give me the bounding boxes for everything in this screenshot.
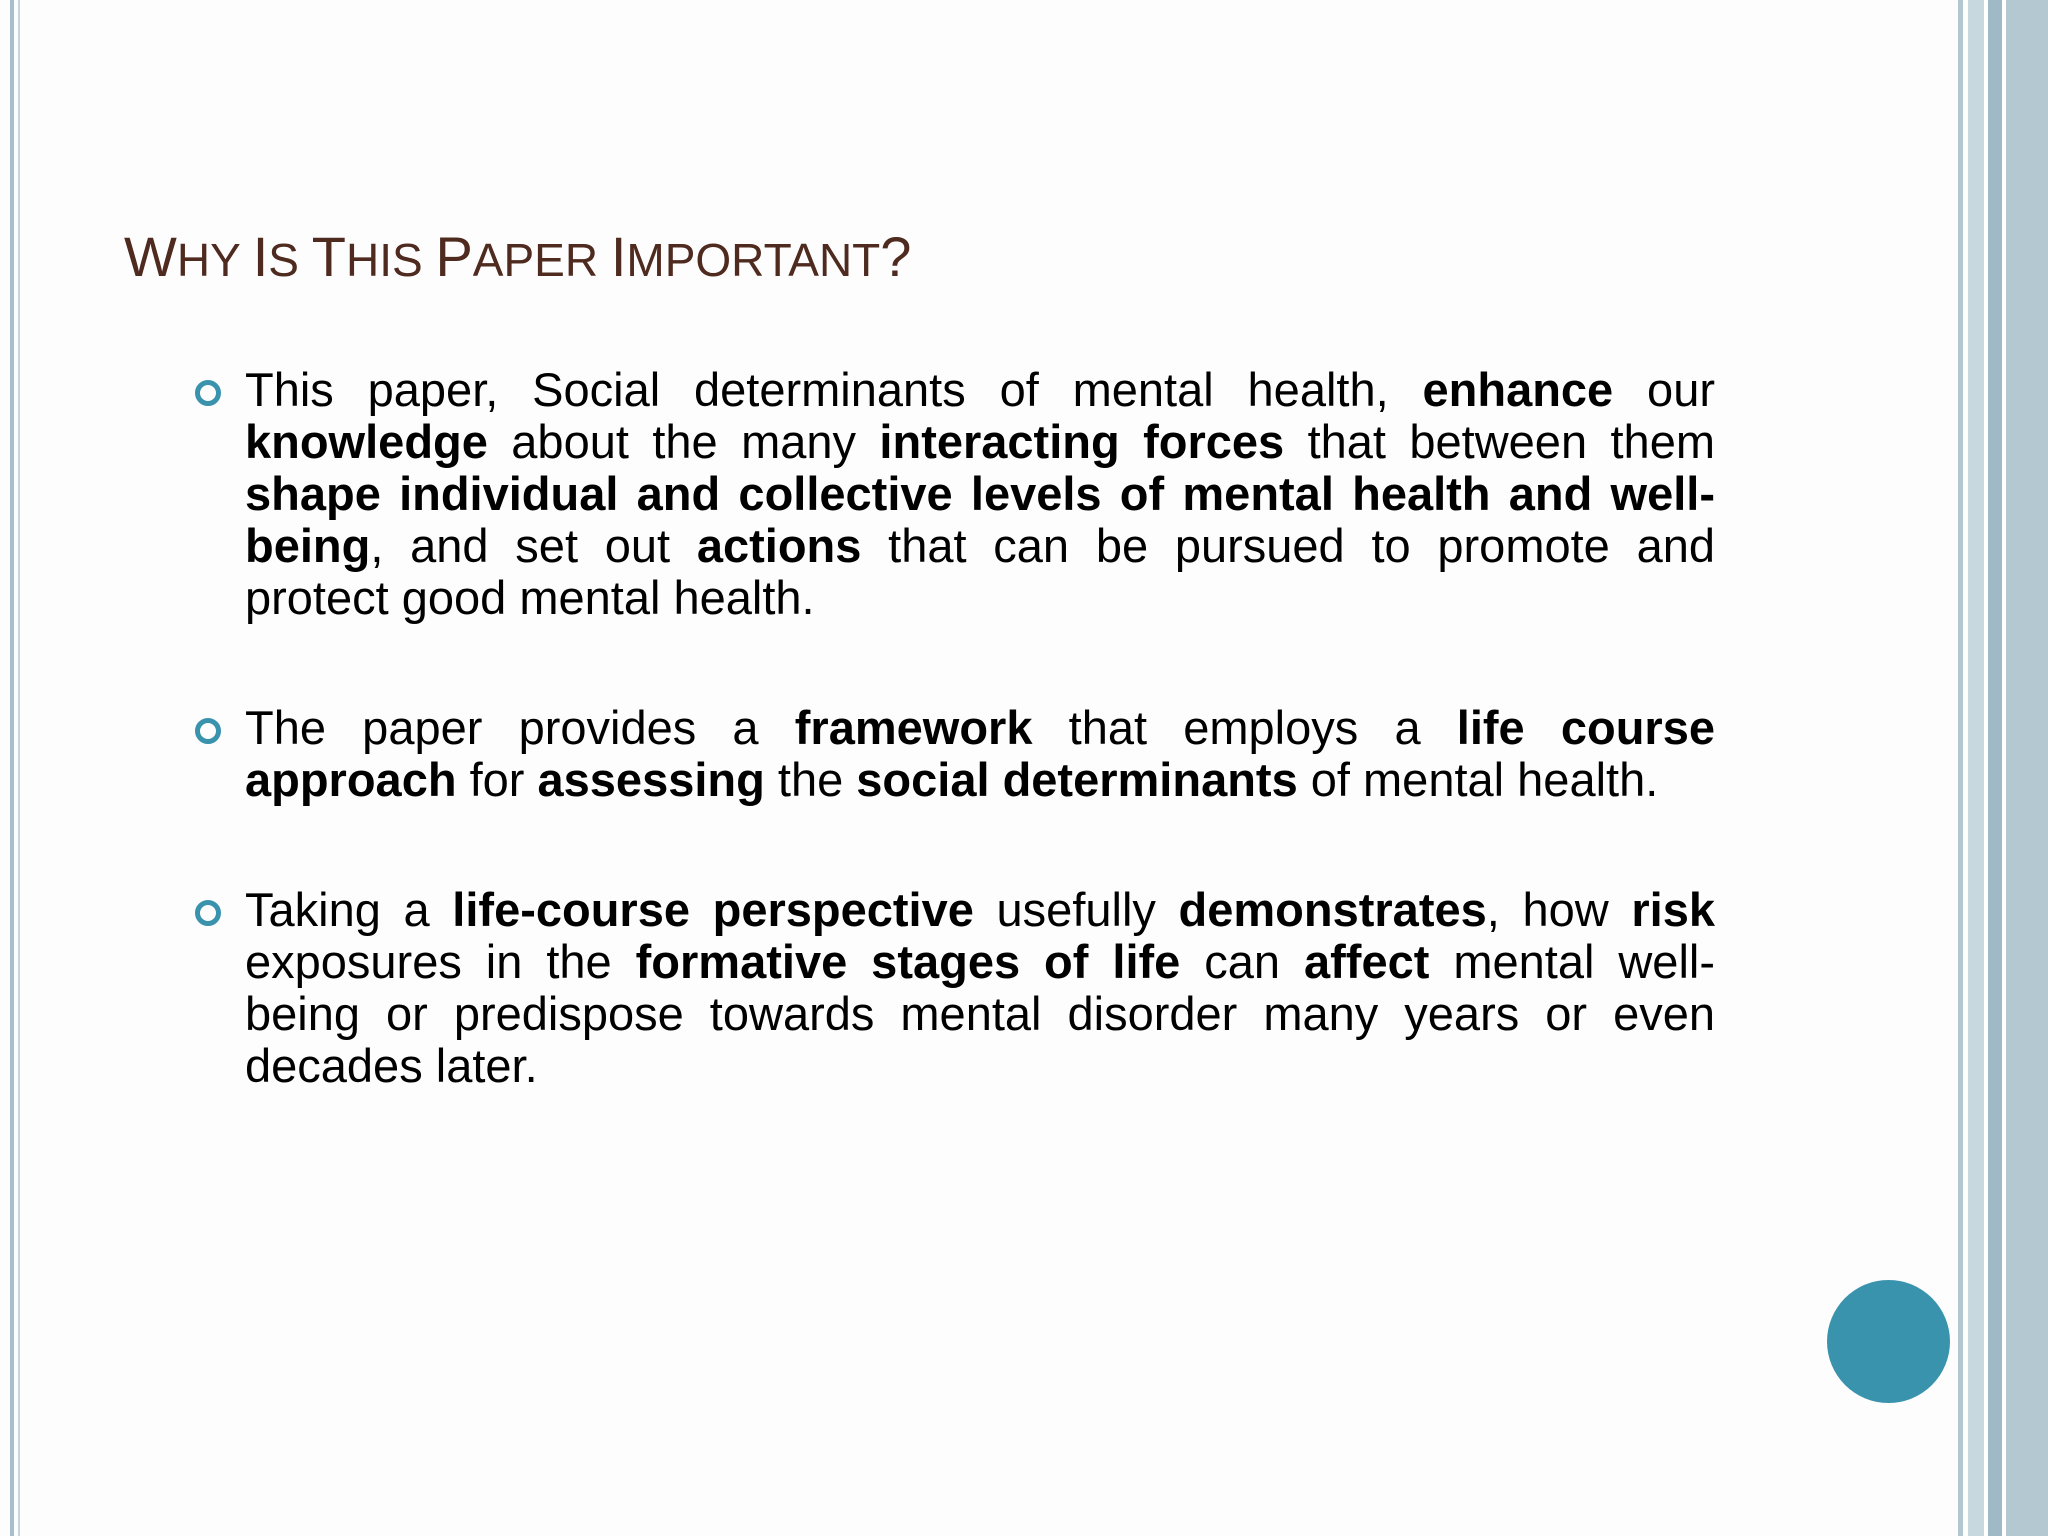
text-run: exposures in the [245, 935, 636, 988]
text-run: of mental health. [1297, 753, 1659, 806]
bold-phrase: shape individual and collective levels of mental health and well-being [245, 467, 1715, 572]
bullet-item [245, 884, 1715, 1092]
bold-phrase: interacting forces [879, 415, 1285, 468]
bold-phrase: formative stages of life [635, 935, 1181, 988]
bullet-text [245, 884, 1715, 1092]
right-border-band [1958, 0, 1963, 1536]
text-run: the [764, 753, 857, 806]
bold-phrase: knowledge [245, 415, 488, 468]
title-part: ? [880, 225, 912, 288]
bullet-item [245, 364, 1715, 624]
bullet-text [245, 364, 1715, 624]
bold-phrase: risk [1631, 883, 1715, 936]
ring-bullet-icon [195, 380, 221, 406]
title-part: W [124, 225, 177, 288]
text-run: for [456, 753, 538, 806]
left-border-line-inner [18, 0, 20, 1536]
bold-phrase: social determinants [856, 753, 1298, 806]
text-run: mental well-being or predispose towards mental disorder many years or even decades later. [245, 935, 1715, 1092]
ring-bullet-icon [195, 900, 221, 926]
text-run: that can be pursued to promote and protect good mental health. [245, 519, 1715, 624]
title-part: HY [176, 234, 253, 286]
bullet-list [245, 364, 1715, 1170]
title-part: I [252, 225, 269, 288]
title-part: T [311, 225, 346, 288]
right-border-band [2006, 0, 2048, 1536]
bold-phrase: framework [794, 701, 1033, 754]
text-run: , how [1486, 883, 1632, 936]
title-part: P [435, 225, 473, 288]
text-run: that between them [1284, 415, 1715, 468]
ring-bullet-icon [195, 718, 221, 744]
slide-title [124, 224, 911, 289]
text-run: our [1613, 363, 1715, 416]
bold-phrase: life course approach [245, 701, 1716, 806]
right-border-band [1988, 0, 2002, 1536]
text-run: that employs a [1032, 701, 1457, 754]
text-run: The paper provides a [245, 701, 795, 754]
text-run: , and set out [370, 519, 697, 572]
text-run: can [1180, 935, 1304, 988]
circle-decoration [1827, 1280, 1950, 1403]
bullet-text [245, 702, 1715, 806]
text-run: This paper, Social determinants of mental health, [245, 363, 1423, 416]
right-border-band [1968, 0, 1984, 1536]
text-run: about the many [487, 415, 880, 468]
title-part: HIS [345, 234, 436, 286]
title-part: I [610, 225, 627, 288]
title-part: S [268, 234, 312, 286]
bold-phrase: actions [696, 519, 862, 572]
bold-phrase: life-course perspective [452, 883, 974, 936]
bold-phrase: assessing [537, 753, 765, 806]
text-run: usefully [973, 883, 1179, 936]
text-run: Taking a [245, 883, 453, 936]
bold-phrase: affect [1304, 935, 1430, 988]
bold-phrase: demonstrates [1178, 883, 1487, 936]
left-border-line [10, 0, 14, 1536]
bold-phrase: enhance [1422, 363, 1614, 416]
title-part: APER [472, 234, 611, 286]
bullet-item [245, 702, 1715, 806]
title-part: MPORTANT [626, 234, 881, 286]
